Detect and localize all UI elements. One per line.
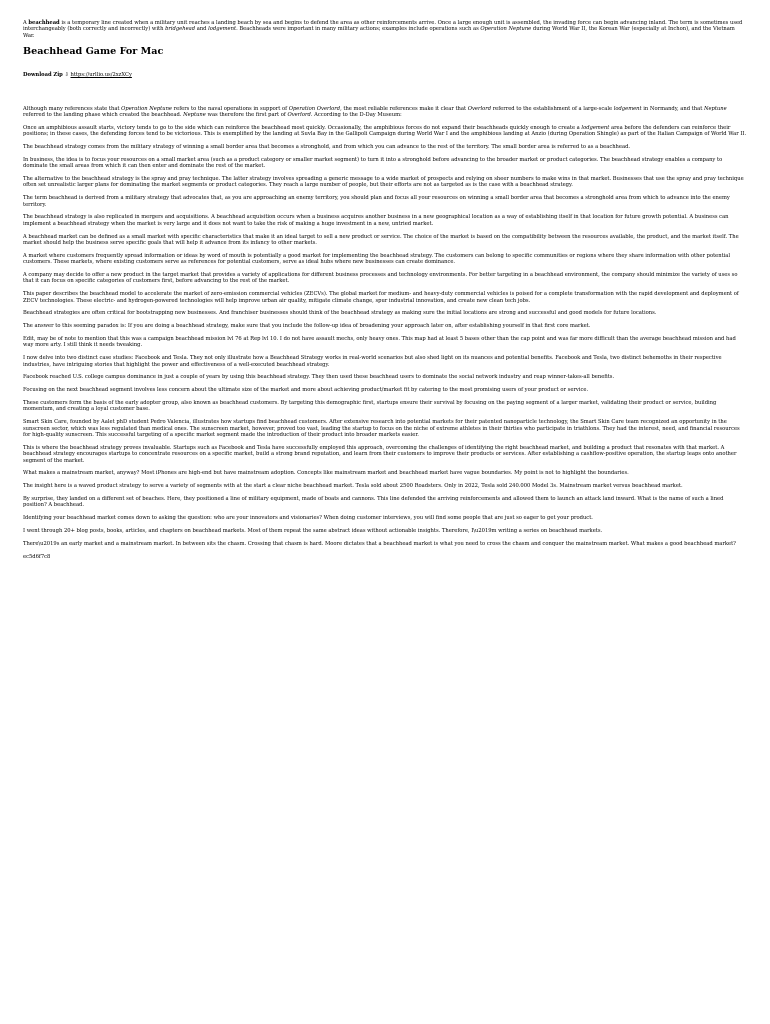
italic-term: bridgehead <box>165 26 196 33</box>
italic-term: lodgement <box>613 105 642 112</box>
italic-term: Overlord <box>467 105 492 112</box>
paragraph: Smart Skin Care, founded by Aalet phD student Pedro Valencia, illustrates how startups find beachhead customers. After extensive research into potential markets for their patented nanoparticle technology, the Smart Skin Care team recognized an opportunity in the sunscreen sector, which was less regulated than medical ones. The sunscreen market, however, proved too vast, leading the startup to focus on the niche of extreme athletes in their thirties who participate in triathlons. They had the interest, need, and financial resources for high-quality sunscreen. This successful targeting of a specific market segment made the introduction of their product into broader markets easier. <box>23 419 740 439</box>
paragraph: A market where customers frequently spread information or ideas by word of mouth is potentially a good market for implementing the beachhead strategy. The customers can belong to specific communities or regions where they share information with other potential customers. These markets, where existing customers serve as references for potential customers, serve as ideal hubs where new businesses can create dominance. <box>23 252 731 266</box>
paragraph: A beachhead market can be defined as a small market with specific characteristics that make it an ideal target to sell a new product or service. The choice of the market is based on the compatibility between the resources available, the product, and the market itself. The market should help the business serve specific goals that will help it advance from its infancy to other markets. <box>23 233 739 247</box>
italic-term: Neptune <box>183 112 206 119</box>
paragraph: This paper describes the beachhead model to accelerate the market of zero-emission commercial vehicles (ZECVs). The global market for medium- and heavy-duty commercial vehicles is poised for a complete transformation with the rapid development and deployment of ZECV technologies. These electric- and hydrogen-powered technologies will help improve urban air quality, mitigate climate change, spur industrial innovation, and create new clean tech jobs. <box>23 291 739 304</box>
italic-term: Operation Overlord <box>288 105 341 112</box>
intro-paragraph <box>23 20 747 39</box>
italic-term: Overlord <box>287 112 311 119</box>
text-run: refers to the naval operations in support of <box>172 105 289 112</box>
download-row <box>23 72 747 78</box>
hash-code: ec5d6f7c8 <box>23 553 51 560</box>
text-run: in Normandy, and that <box>641 105 704 112</box>
paragraph: I now delve into two distinct case studies: Facebook and Tesla. They not only illustrate how a Beachhead Strategy works in real-world scenarios but also shed light on its nuances and potential benefits. Facebook and Tesla, two distinct behemoths in their respective industries, have intriguing stories that highlight the power and effectiveness of a well-executed beachhead strategy. <box>23 355 722 368</box>
paragraph: The beachhead strategy comes from the military strategy of winning a small border area that becomes a stronghold, and from which you can advance to the rest of the territory. The small border area is referred to as a beachhead. <box>23 144 631 151</box>
download-link[interactable]: https://urllio.us/2xzXCy <box>70 72 132 79</box>
paragraph: I went through 20+ blog posts, books, articles, and chapters on beachhead markets. Most of them repeat the same abstract ideas without actionable insights. Therefore, I\u2019m writing a series on beachhead markets. <box>23 528 603 535</box>
paragraph: The insight here is a waved product strategy to serve a variety of segments with at the start a clear niche beachhead market. Tesla sold about 2500 Roadsters. Only in 2022, Tesla sold 240.000 Model 3s. Mainstream market versus beachhead market. <box>23 483 683 490</box>
download-label: Download Zip <box>23 72 63 79</box>
paragraph: This is where the beachhead strategy proves invaluable. Startups such as Facebook and Tesla have successfully employed this approach, overcoming the challenges of identifying the right beachhead market, and building a product that resonates with that market. A beachhead strategy encourages startups to concentrate resources on a specific market, build a strong brand reputation, and learn from their customers to improve their products or services. After establishing a cashflow-positive operation, the startup leaps onto another segment of the market. <box>23 444 737 464</box>
paragraph: The beachhead strategy is also replicated in mergers and acquisitions. A beachhead acquisition occurs when a business acquires another business in a new geographical location as a way of establishing itself in that location for future growth potential. A business can implement a beachhead strategy when the market is very large and it does not want to take the risk of making a huge investment in a new, untried market. <box>23 214 729 227</box>
text-run: referred to the landing phase which created the beachhead. <box>23 112 184 119</box>
paragraph: What makes a mainstream market, anyway? Most iPhones are high-end but have mainstream adoption. Concepts like mainstream market and beachhead market have vague boundaries. My point is not to highlight the boundaries. <box>23 470 629 477</box>
download-icon: ⇩ <box>64 72 69 79</box>
text-run: was therefore the first part of <box>205 112 288 119</box>
paragraph: Beachhead strategies are often critical for bootstrapping new businesses. And franchiser businesses should think of the beachhead strategy as making sure the initial locations are strong and successful and good models for future locations. <box>23 310 657 317</box>
italic-term: lodgement <box>208 26 237 33</box>
paragraph: There\u2019s an early market and a mainstream market. In between sits the chasm. Crossing that chasm is hard. Moore dictates that a beachhead market is what you need to cross the chasm and conquer the mainstream market. What makes a good beachhead market? <box>23 540 736 547</box>
paragraph: In business, the idea is to focus your resources on a small market area (such as a product category or smaller market segment) to turn it into a stronghold before advancing to the broader market or product categories. The beachhead strategy enables a company to dominate the small areas from which it can then enter and dominate the rest of the market. <box>23 156 723 170</box>
paragraph: Facebook reached U.S. college campus dominance in just a couple of years by using this beachhead strategy. They then used these beachhead users to dominate the social network industry and reap winner-takes-all benefits. <box>23 374 615 381</box>
paragraph-overlord <box>23 106 747 119</box>
text-run: Once an amphibious assault starts, victory tends to go to the side which can reinforce the beachhead most quickly. Occasionally, the amphibious forces do not expand their beachheads quickly enough to create a <box>23 124 582 131</box>
paragraph: The alternative to the beachhead strategy is the spray and pray technique. The latter strategy involves spreading a generic message to a wide market of prospects and relying on sheer numbers to make wins in that market. Businesses that use the spray and pray technique often set unrealistic larger plans for dominating the market segments or product categories. They reach a large number of people, but their efforts are not as targeted as is the case with a beachhead strategy. <box>23 176 744 189</box>
text-run: Although many references state that <box>23 105 122 112</box>
italic-term: lodgement <box>581 124 610 131</box>
text-run: is a temporary line created when a military unit reaches a landing beach by sea and begins to defend the area as other reinforcements arrive. Once a large enough unit is assembled, the invading force can begin advancing inland. The term is sometimes used interchangeably (both correctly and incorrectly) with <box>23 20 743 33</box>
text-run: . According to the D-Day Museum: <box>310 112 402 119</box>
paragraph: A company may decide to offer a new product in the target market that provides a variety of applications for different business processes and technology environments. For better targeting in a beachhead environment, the company should minimize the variety of uses so that it can focus on specific categories of customers first, before advancing to the rest of the market. <box>23 272 738 285</box>
text-run: referred to the establishment of a large-scale <box>491 105 614 112</box>
text-run: area before the defenders can reinforce their positions; in these cases, the defending forces tend to be victorious. This is exemplified by the landing at Suvla Bay in the Gallipoli Campaign during World War I and the amphibious landing at Anzio (during Operation Shingle) as part of the Italian Campaign of World War II. <box>23 124 747 138</box>
text-run: , the most reliable references make it clear that <box>340 105 468 112</box>
bold-term: beachhead <box>28 20 60 26</box>
paragraph: Focusing on the next beachhead segment involves less concern about the ultimate size of the market and more about achieving product/market fit by catering to the most promising users of your product or service. <box>23 387 589 394</box>
paragraph: The term beachhead is derived from a military strategy that advocates that, as you are approaching an enemy territory, you should plan and focus all your resources on winning a small border area that becomes a stronghold area from which to advance into the enemy territory. <box>23 195 730 208</box>
text-run: during World War II, the Korean War (especially at Inchon), and the Vietnam War. <box>23 26 735 39</box>
paragraph: By surprise, they landed on a different set of beaches. Here, they positioned a line of military equipment, made of boats and cannons. This line defended the arriving reinforcements and allowed them to launch an attack land inward. What is the name of such a lined position? A beachhead. <box>23 496 724 509</box>
paragraph: Identifying your beachhead market comes down to asking the question: who are your innovators and visionaries? When doing customer interviews, you will find some people that are just so eager to get your product. <box>23 515 593 522</box>
paragraph: These customers form the basis of the early adopter group, also known as beachhead customers. By targeting this demographic first, startups ensure their survival by focusing on the paying segment of a larger market, validating their product or service, building momentum, and creating a loyal customer base. <box>23 400 717 413</box>
italic-term: Operation Neptune <box>480 26 532 33</box>
text-run: and <box>195 26 209 33</box>
paragraph: Edit, may be of note to mention that this was a campaign beachhead mission lvl 76 at Rep lvl 10. I do not have assault mechs, only heavy ones. This map had at least 5 bases other than the cap point and was far more difficult than the average beachhead mission and had way more arty. I still think it needs tweaking. <box>23 336 736 349</box>
paragraph: The answer to this seeming paradox is: If you are doing a beachhead strategy, make sure that you include the follow-up idea of broadening your approach later on, after establishing yourself in that first core market. <box>23 323 591 330</box>
page-title: Beachhead Game For Mac <box>23 46 164 58</box>
text-run: . Beachheads were important in many military actions; examples include operations such as <box>236 26 481 33</box>
paragraph-amphibious <box>23 125 747 138</box>
italic-term: Neptune <box>703 105 727 112</box>
italic-term: Operation Neptune <box>121 105 172 112</box>
text-run: A <box>23 20 29 26</box>
